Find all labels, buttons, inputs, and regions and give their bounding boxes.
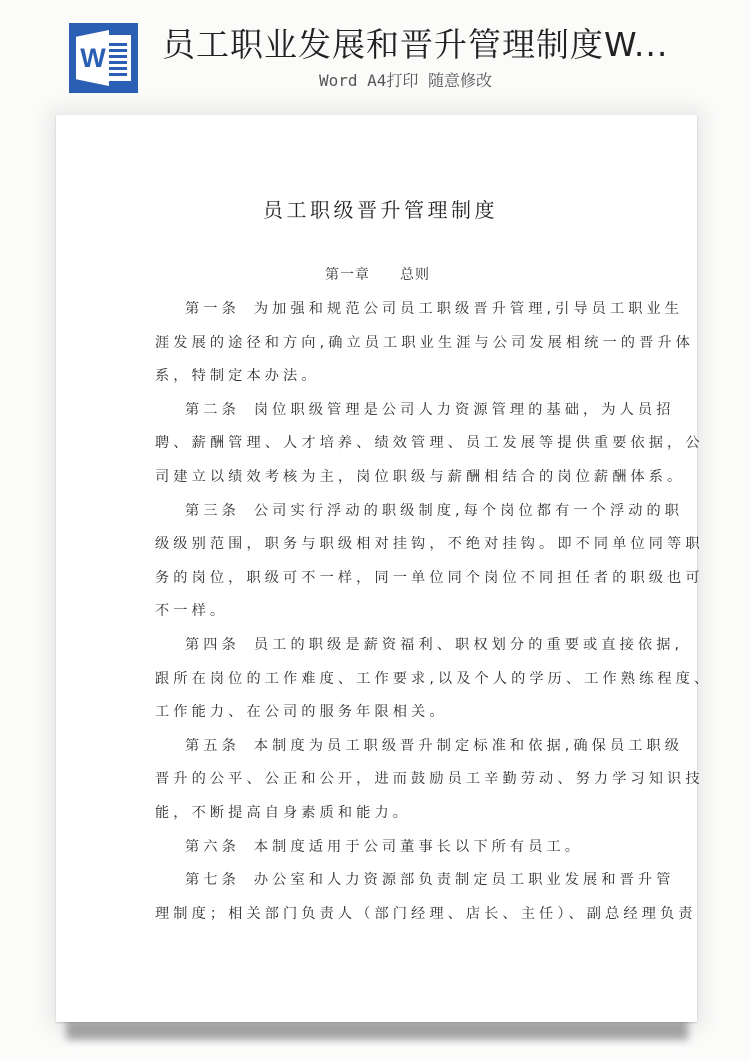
document-title: 员工职级晋升管理制度 [263, 198, 498, 222]
article-label: 第四条 [185, 636, 240, 653]
chapter-name: 总则 [400, 267, 430, 283]
article-line: 系，特制定本办法。 [155, 368, 320, 385]
document-body [155, 293, 713, 931]
article-label: 第六条 [185, 838, 240, 855]
article-line: 晋升的公平、公正和公开，进而鼓励员工辛勤劳动、努力学习知识技 [155, 771, 704, 788]
article-text: 本制度为员工职级晋升制定标准和依据,确保员工职级 [253, 737, 684, 754]
document-page [56, 115, 713, 1022]
article-text: 本制度适用于公司董事长以下所有员工。 [253, 838, 584, 855]
article-line [155, 293, 684, 327]
article-label: 第五条 [185, 737, 240, 754]
article-line: 司建立以绩效考核为主，岗位职级与薪酬相结合的岗位薪酬体系。 [155, 468, 686, 485]
article-line [155, 831, 605, 865]
page-shadow [66, 1020, 688, 1040]
article-label: 第一条 [185, 301, 240, 317]
article-label: 第三条 [185, 502, 240, 519]
article-line: 聘、薪酬管理、人才培养、绩效管理、员工发展等提供重要依据，公 [155, 435, 704, 452]
chapter-heading [325, 264, 430, 286]
article-text: 公司实行浮动的职级制度,每个岗位都有一个浮动的职 [253, 502, 684, 519]
article-line: 理制度；相关部门负责人（部门经理、店长、主任）、副总经理负责 [155, 905, 697, 922]
chapter-number: 第一章 [325, 267, 370, 283]
header [0, 0, 750, 110]
article-line: 不一样。 [155, 603, 229, 620]
article-text: 岗位职级管理是公司人力资源管理的基础，为人员招 [253, 401, 675, 418]
article-label: 第二条 [185, 401, 240, 418]
article-text: 为加强和规范公司员工职级晋升管理,引导员工职业生 [253, 301, 684, 317]
article-line: 级级别范围，职务与职级相对挂钩，不绝对挂钩。即不同单位同等职 [155, 536, 704, 553]
word-letter-icon: W [80, 43, 106, 73]
article-line [155, 864, 675, 898]
article-text: 员工的职级是薪资福利、职权划分的重要或直接依据, [253, 636, 684, 653]
file-subtitle: Word A4打印 随意修改 [318, 71, 493, 90]
article-line: 能，不断提高自身素质和能力。 [155, 804, 412, 821]
article-line: 跟所在岗位的工作难度、工作要求,以及个人的学历、工作熟练程度、 [155, 670, 713, 687]
article-line: 涯发展的途径和方向,确立员工职业生涯与公司发展相统一的晋升体 [155, 334, 694, 351]
article-line [155, 730, 684, 764]
article-line [155, 629, 684, 663]
article-line [155, 495, 684, 529]
article-text: 办公室和人力资源部负责制定员工职业发展和晋升管 [253, 872, 675, 889]
article-line: 务的岗位，职级可不一样，同一单位同个岗位不同担任者的职级也可 [155, 569, 704, 586]
article-line: 工作能力、在公司的服务年限相关。 [155, 704, 448, 721]
article-label: 第七条 [185, 872, 240, 889]
article-line [155, 394, 675, 428]
file-title: 员工职业发展和晋升管理制度W... [162, 25, 669, 64]
